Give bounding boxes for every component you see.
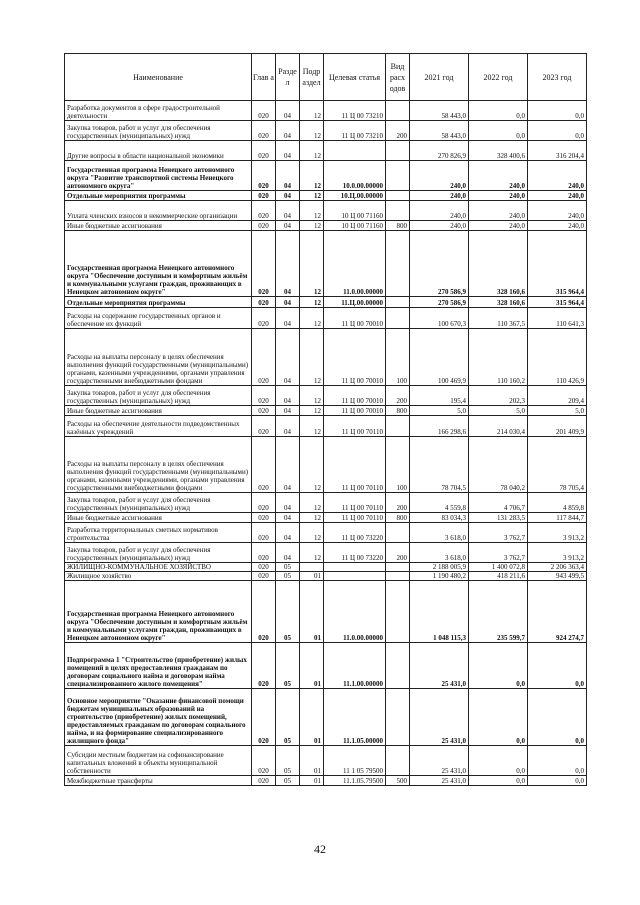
budget-table (64, 53, 587, 786)
cell-razdel: 04 (276, 493, 300, 513)
cell-podrazdel: 12 (300, 329, 324, 386)
cell-podrazdel: 01 (300, 643, 324, 689)
page-number: 42 (314, 842, 326, 856)
cell-glava: 020 (252, 141, 276, 161)
cell-glava: 020 (252, 416, 276, 437)
cell-2023: 315 964,4 (528, 297, 587, 308)
table-row (65, 201, 587, 221)
table-row (65, 776, 587, 786)
cell-glava: 020 (252, 201, 276, 221)
cell-vid: 200 (386, 493, 410, 513)
cell-podrazdel: 12 (300, 543, 324, 563)
cell-celevaya: 11 Ц 00 73220 (324, 523, 386, 543)
cell-podrazdel: 12 (300, 386, 324, 406)
cell-2022: 235 599,7 (469, 581, 528, 643)
header-2022: 2022 год (469, 54, 528, 101)
cell-celevaya: 11 1 05 79500 (324, 746, 386, 776)
cell-podrazdel: 12 (300, 141, 324, 161)
cell-2023: 3 913,2 (528, 543, 587, 563)
cell-podrazdel: 12 (300, 221, 324, 231)
cell-2022: 328 160,6 (469, 231, 528, 297)
cell-name: Государственная программа Ненецкого автономного округа "Обеспечение доступным и комфортным жильём и коммунальными услугами граждан, проживающих в Ненецком автономном округе" (65, 231, 252, 297)
cell-razdel: 04 (276, 101, 300, 121)
cell-2023: 0,0 (528, 776, 587, 786)
cell-2022: 0,0 (469, 643, 528, 689)
cell-glava: 020 (252, 776, 276, 786)
table-row (65, 297, 587, 308)
header-name: Наименование (65, 54, 252, 101)
cell-podrazdel: 12 (300, 513, 324, 523)
cell-2022: 328 400,6 (469, 141, 528, 161)
cell-glava: 020 (252, 581, 276, 643)
table-row (65, 161, 587, 191)
cell-razdel: 04 (276, 416, 300, 437)
cell-celevaya: 11 Ц 00 70010 (324, 329, 386, 386)
cell-razdel: 05 (276, 776, 300, 786)
cell-glava: 020 (252, 523, 276, 543)
cell-glava: 020 (252, 329, 276, 386)
cell-razdel: 04 (276, 329, 300, 386)
cell-2021: 270 826,9 (410, 141, 469, 161)
cell-2023: 209,4 (528, 386, 587, 406)
cell-celevaya: 11.0.00.00000 (324, 581, 386, 643)
cell-glava: 020 (252, 231, 276, 297)
cell-razdel: 05 (276, 581, 300, 643)
cell-2022: 78 040,2 (469, 437, 528, 493)
cell-2023: 0,0 (528, 689, 587, 746)
cell-2023: 240,0 (528, 161, 587, 191)
cell-podrazdel: 12 (300, 201, 324, 221)
cell-2021: 240,0 (410, 191, 469, 201)
header-glava: Глав а (252, 54, 276, 101)
cell-celevaya: 11 Ц 00 70110 (324, 416, 386, 437)
cell-vid (386, 746, 410, 776)
cell-name: Отдельные мероприятия программы (65, 297, 252, 308)
cell-2022: 202,3 (469, 386, 528, 406)
cell-2023: 5,0 (528, 406, 587, 416)
cell-2022: 0,0 (469, 101, 528, 121)
table-row (65, 329, 587, 386)
cell-vid (386, 523, 410, 543)
cell-razdel: 04 (276, 191, 300, 201)
cell-2021: 240,0 (410, 161, 469, 191)
cell-vid (386, 141, 410, 161)
cell-2023: 78 705,4 (528, 437, 587, 493)
cell-glava: 020 (252, 746, 276, 776)
cell-2021: 2 188 005,9 (410, 563, 469, 572)
cell-2021: 25 431,0 (410, 746, 469, 776)
header-podrazdel: Подр аздел (300, 54, 324, 101)
cell-2022: 0,0 (469, 746, 528, 776)
cell-glava: 020 (252, 121, 276, 141)
cell-2023: 110 641,3 (528, 308, 587, 329)
table-row (65, 416, 587, 437)
cell-razdel: 04 (276, 297, 300, 308)
cell-2021: 3 618,0 (410, 543, 469, 563)
cell-2022: 0,0 (469, 776, 528, 786)
cell-podrazdel: 12 (300, 406, 324, 416)
cell-name: Разработка документов в сфере градостроительной деятельности (65, 101, 252, 121)
cell-2021: 58 443,0 (410, 121, 469, 141)
cell-2022: 328 160,6 (469, 297, 528, 308)
cell-celevaya: 11.0.00.00000 (324, 231, 386, 297)
cell-name: Другие вопросы в области национальной экономики (65, 141, 252, 161)
cell-vid: 100 (386, 329, 410, 386)
cell-2023: 117 844,7 (528, 513, 587, 523)
cell-2021: 270 586,9 (410, 297, 469, 308)
cell-podrazdel: 12 (300, 297, 324, 308)
cell-name: Расходы на обеспечение деятельности подведомственных казённых учреждений (65, 416, 252, 437)
cell-2023: 3 913,2 (528, 523, 587, 543)
cell-2021: 1 048 115,3 (410, 581, 469, 643)
cell-2022: 4 706,7 (469, 493, 528, 513)
cell-celevaya: 11 Ц 00 70110 (324, 493, 386, 513)
cell-2022: 240,0 (469, 191, 528, 201)
cell-vid: 200 (386, 121, 410, 141)
cell-2023: 0,0 (528, 643, 587, 689)
cell-glava: 020 (252, 513, 276, 523)
cell-razdel: 04 (276, 437, 300, 493)
table-row (65, 572, 587, 581)
cell-celevaya: 10 Ц 00 71160 (324, 201, 386, 221)
cell-2023: 4 859,8 (528, 493, 587, 513)
cell-vid (386, 191, 410, 201)
cell-glava: 020 (252, 689, 276, 746)
cell-2021: 25 431,0 (410, 689, 469, 746)
cell-celevaya: 11.1.05.00000 (324, 689, 386, 746)
table-row (65, 437, 587, 493)
cell-name: Закупка товаров, работ и услуг для обеспечения государственных (муниципальных) нужд (65, 493, 252, 513)
cell-name: Жилищное хозяйство (65, 572, 252, 581)
cell-name: Иные бюджетные ассигнования (65, 513, 252, 523)
cell-name: Государственная программа Ненецкого автономного округа "Обеспечение доступным и комфортным жильём и коммунальными услугами граждан, проживающих в Ненецком автономном округе" (65, 581, 252, 643)
cell-celevaya (324, 572, 386, 581)
cell-razdel: 04 (276, 161, 300, 191)
cell-glava: 020 (252, 386, 276, 406)
cell-2022: 0,0 (469, 121, 528, 141)
cell-2021: 78 704,5 (410, 437, 469, 493)
cell-name: Закупка товаров, работ и услуг для обеспечения государственных (муниципальных) нужд (65, 543, 252, 563)
table-row (65, 543, 587, 563)
cell-podrazdel: 12 (300, 308, 324, 329)
table-row (65, 141, 587, 161)
cell-vid: 200 (386, 543, 410, 563)
header-2021: 2021 год (410, 54, 469, 101)
cell-glava: 020 (252, 191, 276, 201)
cell-vid (386, 308, 410, 329)
cell-razdel: 04 (276, 543, 300, 563)
table-row (65, 101, 587, 121)
cell-celevaya: 11 Ц 00 70110 (324, 513, 386, 523)
table-header-row (65, 54, 587, 101)
table-row (65, 513, 587, 523)
cell-podrazdel: 12 (300, 231, 324, 297)
cell-2021: 240,0 (410, 201, 469, 221)
cell-vid: 800 (386, 513, 410, 523)
cell-2023: 315 964,4 (528, 231, 587, 297)
cell-vid: 800 (386, 406, 410, 416)
cell-2023: 2 206 363,4 (528, 563, 587, 572)
header-celevaya: Целевая статья (324, 54, 386, 101)
cell-razdel: 04 (276, 523, 300, 543)
cell-podrazdel: 12 (300, 437, 324, 493)
cell-podrazdel: 12 (300, 191, 324, 201)
cell-glava: 020 (252, 572, 276, 581)
cell-celevaya (324, 563, 386, 572)
cell-name: Отдельные мероприятия программы (65, 191, 252, 201)
cell-glava: 020 (252, 643, 276, 689)
cell-2022: 3 762,7 (469, 523, 528, 543)
cell-vid (386, 689, 410, 746)
cell-2021: 5,0 (410, 406, 469, 416)
table-row (65, 563, 587, 572)
cell-vid (386, 297, 410, 308)
cell-2022: 110 160,2 (469, 329, 528, 386)
table-row (65, 581, 587, 643)
cell-2022: 131 283,5 (469, 513, 528, 523)
cell-2021: 166 298,6 (410, 416, 469, 437)
cell-2023: 110 426,9 (528, 329, 587, 386)
cell-glava: 020 (252, 297, 276, 308)
cell-podrazdel: 12 (300, 493, 324, 513)
cell-razdel: 04 (276, 221, 300, 231)
cell-vid (386, 643, 410, 689)
cell-celevaya: 11 Ц 00 70010 (324, 308, 386, 329)
table-row (65, 493, 587, 513)
table-row (65, 308, 587, 329)
cell-vid (386, 161, 410, 191)
cell-name: Уплата членских взносов в некоммерческие организации (65, 201, 252, 221)
cell-2022: 418 211,6 (469, 572, 528, 581)
cell-2021: 4 559,8 (410, 493, 469, 513)
cell-celevaya: 10.0.00.00000 (324, 161, 386, 191)
cell-2021: 270 586,9 (410, 231, 469, 297)
cell-glava: 020 (252, 101, 276, 121)
cell-2021: 195,4 (410, 386, 469, 406)
table-row (65, 386, 587, 406)
cell-podrazdel: 12 (300, 416, 324, 437)
table-row (65, 643, 587, 689)
cell-celevaya: 11 Ц 00 73210 (324, 101, 386, 121)
cell-2021: 1 190 480,2 (410, 572, 469, 581)
cell-podrazdel: 01 (300, 581, 324, 643)
table-row (65, 523, 587, 543)
table-row (65, 746, 587, 776)
cell-name: ЖИЛИЩНО-КОММУНАЛЬНОЕ ХОЗЯЙСТВО (65, 563, 252, 572)
cell-2021: 58 443,0 (410, 101, 469, 121)
cell-name: Иные бюджетные ассигнования (65, 406, 252, 416)
cell-razdel: 04 (276, 513, 300, 523)
cell-razdel: 04 (276, 141, 300, 161)
cell-glava: 020 (252, 563, 276, 572)
cell-2022: 0,0 (469, 689, 528, 746)
cell-2023: 0,0 (528, 746, 587, 776)
table-body (65, 101, 587, 786)
cell-vid (386, 572, 410, 581)
cell-glava: 020 (252, 161, 276, 191)
cell-name: Расходы на выплаты персоналу в целях обеспечения выполнения функций государственными (муниципальными) органами, казенными учреждениями, органами управления государственными внебюджетными фондами (65, 437, 252, 493)
cell-name: Расходы на выплаты персоналу в целях обеспечения выполнения функций государственными (муниципальными) органами, казенными учреждениями, органами управления государственными внебюджетными фондами (65, 329, 252, 386)
cell-2023: 924 274,7 (528, 581, 587, 643)
cell-celevaya: 11.1.00.00000 (324, 643, 386, 689)
cell-2021: 240,0 (410, 221, 469, 231)
cell-name: Расходы на содержание государственных органов и обеспечение их функций (65, 308, 252, 329)
cell-celevaya: 11 Ц 00 70110 (324, 437, 386, 493)
cell-razdel: 04 (276, 308, 300, 329)
cell-razdel: 05 (276, 563, 300, 572)
cell-podrazdel: 01 (300, 776, 324, 786)
cell-2023: 0,0 (528, 121, 587, 141)
cell-name: Межбюджетные трансферты (65, 776, 252, 786)
cell-vid: 200 (386, 386, 410, 406)
table-row (65, 231, 587, 297)
cell-name: Подпрограмма 1 "Строительство (приобретение) жилых помещений в целях предоставления гражданам по договорам социального найма и договорам найма специализированного жилого помещения" (65, 643, 252, 689)
cell-podrazdel: 01 (300, 572, 324, 581)
cell-glava: 020 (252, 543, 276, 563)
cell-2023: 240,0 (528, 201, 587, 221)
cell-2021: 83 034,3 (410, 513, 469, 523)
cell-2021: 25 431,0 (410, 776, 469, 786)
cell-podrazdel: 12 (300, 161, 324, 191)
cell-vid (386, 101, 410, 121)
cell-2023: 240,0 (528, 221, 587, 231)
cell-glava: 020 (252, 437, 276, 493)
header-razdel: Разде л (276, 54, 300, 101)
cell-podrazdel: 01 (300, 689, 324, 746)
cell-celevaya: 10 Ц 00 71160 (324, 221, 386, 231)
cell-celevaya (324, 141, 386, 161)
cell-2023: 316 204,4 (528, 141, 587, 161)
cell-glava: 020 (252, 221, 276, 231)
cell-2021: 25 431,0 (410, 643, 469, 689)
cell-celevaya: 11 Ц 00 73210 (324, 121, 386, 141)
cell-celevaya: 11.1.05.79500 (324, 776, 386, 786)
cell-podrazdel: 12 (300, 101, 324, 121)
cell-2021: 100 469,9 (410, 329, 469, 386)
cell-glava: 020 (252, 406, 276, 416)
cell-glava: 020 (252, 308, 276, 329)
cell-vid: 500 (386, 776, 410, 786)
cell-razdel: 05 (276, 689, 300, 746)
cell-2022: 3 762,7 (469, 543, 528, 563)
cell-name: Основное мероприятие "Оказание финансовой помощи бюджетам муниципальных образований на строительство (приобретение) жилых помещений, предоставляемых гражданам по договорам социального найма, и на формирование специализированного жилищного фонда" (65, 689, 252, 746)
cell-2022: 214 030,4 (469, 416, 528, 437)
cell-2022: 240,0 (469, 161, 528, 191)
table-row (65, 406, 587, 416)
cell-celevaya: 11 Ц 00 70010 (324, 406, 386, 416)
cell-podrazdel (300, 563, 324, 572)
header-2023: 2023 год (528, 54, 587, 101)
cell-vid (386, 563, 410, 572)
cell-vid (386, 416, 410, 437)
cell-razdel: 05 (276, 746, 300, 776)
cell-glava: 020 (252, 493, 276, 513)
cell-razdel: 04 (276, 231, 300, 297)
cell-razdel: 04 (276, 406, 300, 416)
cell-name: Государственная программа Ненецкого автономного округа "Развитие транспортной системы Ненецкого автономного округа" (65, 161, 252, 191)
cell-vid (386, 581, 410, 643)
cell-2023: 943 499,5 (528, 572, 587, 581)
cell-podrazdel: 01 (300, 746, 324, 776)
cell-razdel: 04 (276, 201, 300, 221)
cell-2022: 5,0 (469, 406, 528, 416)
cell-name: Иные бюджетные ассигнования (65, 221, 252, 231)
cell-vid (386, 231, 410, 297)
cell-podrazdel: 12 (300, 523, 324, 543)
table-row (65, 221, 587, 231)
table-row (65, 689, 587, 746)
cell-2023: 0,0 (528, 101, 587, 121)
cell-celevaya: 11.Ц.00.00000 (324, 297, 386, 308)
cell-vid: 100 (386, 437, 410, 493)
cell-celevaya: 10.Ц.00.00000 (324, 191, 386, 201)
cell-2023: 201 409,9 (528, 416, 587, 437)
cell-razdel: 04 (276, 121, 300, 141)
cell-name: Закупка товаров, работ и услуг для обеспечения государственных (муниципальных) нужд (65, 121, 252, 141)
table-row (65, 191, 587, 201)
cell-2023: 240,0 (528, 191, 587, 201)
cell-name: Субсидии местным бюджетам на софинансирование капитальных вложений в объекты муниципальной собственности (65, 746, 252, 776)
cell-razdel: 05 (276, 643, 300, 689)
cell-vid (386, 201, 410, 221)
cell-podrazdel: 12 (300, 121, 324, 141)
header-vid: Вид расх одов (386, 54, 410, 101)
cell-razdel: 04 (276, 386, 300, 406)
cell-vid: 800 (386, 221, 410, 231)
cell-2022: 240,0 (469, 221, 528, 231)
cell-2021: 100 670,3 (410, 308, 469, 329)
cell-2021: 3 618,0 (410, 523, 469, 543)
cell-name: Закупка товаров, работ и услуг для обеспечения государственных (муниципальных) нужд (65, 386, 252, 406)
cell-celevaya: 11 Ц 00 70010 (324, 386, 386, 406)
cell-2022: 240,0 (469, 201, 528, 221)
cell-2022: 110 367,5 (469, 308, 528, 329)
cell-name: Разработка территориальных сметных нормативов строительства (65, 523, 252, 543)
cell-2022: 1 400 072,8 (469, 563, 528, 572)
cell-razdel: 05 (276, 572, 300, 581)
table-row (65, 121, 587, 141)
cell-celevaya: 11 Ц 00 73220 (324, 543, 386, 563)
